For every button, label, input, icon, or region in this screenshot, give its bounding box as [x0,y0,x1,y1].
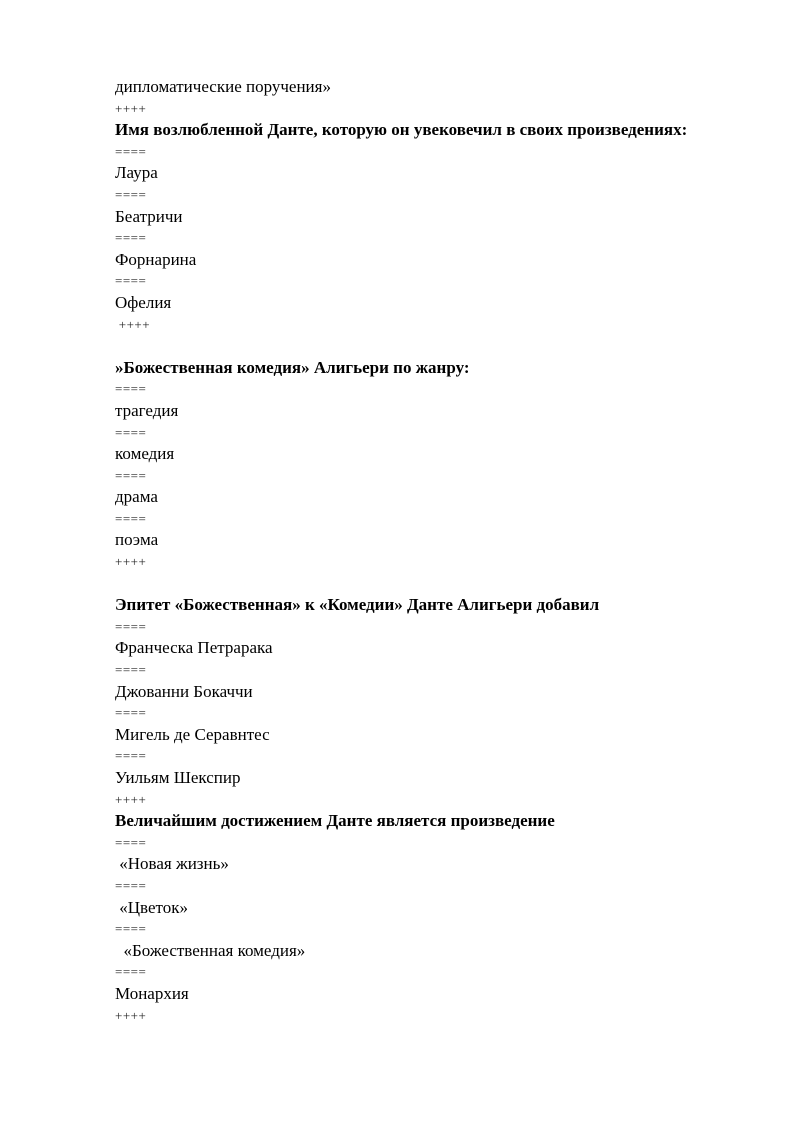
question-block-2 [115,357,715,573]
answer-option: Монархия [115,983,189,1003]
separator: ==== [115,467,147,483]
answer-option: «Новая жизнь» [115,854,229,874]
end-marker: ++++ [115,791,147,807]
separator: ==== [115,273,147,289]
separator: ==== [115,964,147,980]
separator: ==== [115,186,147,202]
separator: ==== [115,877,147,893]
answer-option: Лаура [115,163,158,183]
question-block-3 [115,594,715,810]
separator: ==== [115,705,147,721]
question-block-1 [115,119,715,335]
answer-option: «Цветок» [115,897,188,917]
answer-option: поэма [115,530,159,550]
answer-option: «Божественная комедия» [115,940,306,960]
answer-option: Уильям Шекспир [115,768,241,787]
blank-line [115,573,715,595]
separator: ==== [115,834,147,850]
question-text: »Божественная комедия» Алигьери по жанру: [115,357,470,377]
separator: ==== [115,510,147,526]
answer-option: Франческа Петрарака [115,638,273,658]
answer-option: Мигель де Серавнтес [115,724,270,744]
answer-option: Офелия [115,292,172,312]
blank-line [115,335,715,357]
separator: ==== [115,143,147,159]
end-marker: ++++ [115,316,151,332]
question-text: Эпитет «Божественная» к «Комедии» Данте Алигьери добавил [115,595,600,615]
answer-option: Форнарина [115,249,197,269]
answer-option: трагедия [115,400,179,420]
top-fragment: дипломатические поручения» [115,77,331,96]
separator: ==== [115,618,147,634]
document-page [115,76,715,1026]
answer-option: комедия [115,444,175,464]
question-text: Величайшим достижением Данте является произведение [115,811,555,831]
end-marker: ++++ [115,554,147,570]
end-marker: ++++ [115,1007,147,1023]
question-block-4 [115,810,715,1026]
end-marker: ++++ [115,100,147,116]
answer-option: Джованни Бокаччи [115,681,253,701]
separator: ==== [115,662,147,678]
answer-option: Беатричи [115,206,183,226]
question-text: Имя возлюбленной Данте, которую он увековечил в своих произведениях: [115,120,688,140]
separator: ==== [115,748,147,764]
separator: ==== [115,230,147,246]
answer-option: драма [115,487,158,507]
separator: ==== [115,381,147,397]
separator: ==== [115,921,147,937]
separator: ==== [115,424,147,440]
